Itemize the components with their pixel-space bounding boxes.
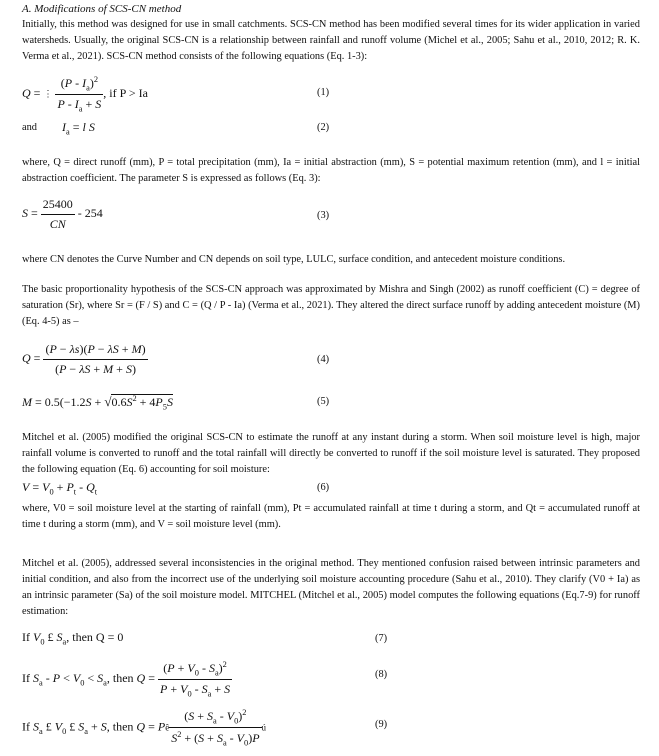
equation-9-number: (9) — [375, 719, 388, 730]
paragraph-text: where CN denotes the Curve Number and CN depends on soil type, LULC, surface condition, and antecedent moisture conditions. — [22, 254, 566, 265]
equation-4-number: (4) — [317, 354, 330, 365]
equation-3: S = $\frac{25400}{CN}$ - 254 — [22, 197, 103, 231]
equation-2-number: (2) — [317, 122, 330, 133]
paragraph-text: Mitchel et al. (2005) modified the original SCS-CN to estimate the runoff at any instant during a storm. When soil moisture level is high, major rainfall volume is converted to runoff and the total rainfall will directly be converted to runoff if the soil moisture level is saturated. They proposed the following equation (Eq. 6) accounting for soil moisture: — [22, 432, 640, 476]
equation-1: Q = ⋮ $\frac{(P - I_a)^2}{P - I_a + S}$ , if P > Ia — [22, 75, 148, 114]
paragraph-intro — [22, 17, 640, 65]
section-heading: A. Modifications of SCS-CN method — [22, 3, 182, 15]
equation-6: $V = V_0 + P_t - Q_t$ — [22, 480, 98, 497]
paragraph-text: Initially, this method was designed for use in small catchments. SCS-CN method has been modified several times for its wider application in varied watersheds. Usually, the original SCS-CN is a relationship between rainfall and runoff volume (Michel et al., 2005; Sahu et al., 2010, 2012; R. K. Verma et al., 2021). SCS-CN method consists of the following equations (Eq. 1-3): — [22, 19, 640, 63]
paragraph-definitions — [22, 155, 640, 187]
paragraph-cn — [22, 252, 640, 268]
equation-3-number: (3) — [317, 210, 330, 221]
paragraph-text: The basic proportionality hypothesis of the SCS-CN approach was approximated by Mishra and Singh (2002) as runoff coefficient (C) = degree of saturation (Sr), where Sr = (F / S) and C = (Q / P - Ia) (Verma et al., 2021). They altered the direct surface runoff by adding antecedent moisture (M) (Eq. 4-5) as – — [22, 284, 640, 328]
equation-2: $I_a = l$ S — [62, 120, 95, 137]
equation-1-condition: , if P > Ia — [103, 86, 148, 101]
equation-8-number: (8) — [375, 669, 388, 680]
equation-3-numerator: 25400 — [41, 195, 75, 215]
paragraph-text: where, V0 = soil moisture level at the starting of rainfall (mm), Pt = accumulated rainfall at time t during a storm, and Qt = accumulated runoff at time t during a storm (mm), and V = soil moisture level (mm). — [22, 503, 640, 531]
equation-1-number: (1) — [317, 87, 330, 98]
equation-4: Q = $\frac{(P - \lambda s)(P - \lambda S + M)}{(P - \lambda S + M + S)}$ — [22, 342, 146, 376]
paragraph-mitchel-2 — [22, 556, 640, 621]
equation-7-number: (7) — [375, 633, 388, 644]
equation-6-number: (6) — [317, 482, 330, 493]
paragraph-text: where, Q = direct runoff (mm), P = total precipitation (mm), Ia = initial abstraction (mm), S = potential maximum retention (mm), and l = initial abstraction coefficient. The parameter S is expressed as follows (Eq. 3): — [22, 157, 640, 185]
paragraph-mitchel-1 — [22, 430, 640, 478]
equation-7: If $V_0$ £ $S_a$, then Q = 0 — [22, 630, 124, 647]
paragraph-text: Mitchel et al. (2005), addressed several inconsistencies in the original method. They mentioned confusion raised between intrinsic parameters and initial condition, and also from the incorrect use of the underlying soil moisture accounting procedure (Sahu et al., 2010). They clarify (V0 + Ia) as an intrinsic parameter (Sa) of the soil moisture model. MITCHEL (Mitchel et al., 2005) model computes the following equations (Eq.7-9) for runoff estimation: — [22, 558, 640, 618]
equation-2-label: and — [22, 122, 38, 133]
equation-5-number: (5) — [317, 396, 330, 407]
paragraph-hypothesis — [22, 282, 640, 330]
equation-5: $M = 0.5(-1.2S + √0.6S^2 + 4P_5S$ — [22, 394, 173, 412]
equation-8: If $S_a - P < V_0 < S_a$, then Q = $\frac{(P + V_0 - S_a)^2}{P + V_0 - S_a + S}$ — [22, 660, 231, 699]
equation-9: If $S_a$ £ $V_0$ £ $S_a + S$, then Q = Pê $\frac{(S + S_a - V_0)^2}{S^2 + (S + S_a - V_0)P}$ ú — [22, 708, 267, 748]
equation-3-tail: - 254 — [77, 205, 103, 220]
paragraph-variables — [22, 501, 640, 533]
